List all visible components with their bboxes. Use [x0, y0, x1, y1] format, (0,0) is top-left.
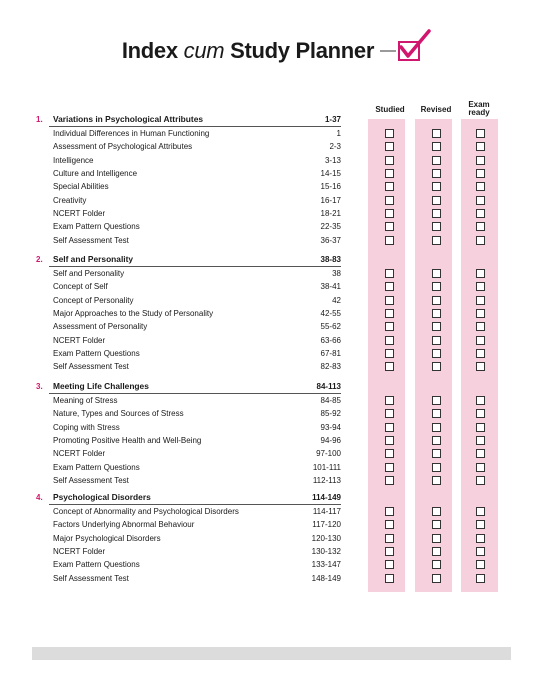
table-row	[0, 220, 542, 233]
table-row	[0, 307, 542, 320]
topic-pages: 67-81	[320, 349, 341, 359]
studied-checkbox[interactable]	[385, 362, 394, 371]
table-row	[0, 294, 542, 307]
title-dash	[380, 50, 396, 52]
studied-checkbox[interactable]	[385, 409, 394, 418]
exam-ready-checkbox[interactable]	[476, 322, 485, 331]
exam-ready-checkbox[interactable]	[476, 547, 485, 556]
topic-label: Exam Pattern Questions	[53, 222, 140, 232]
revised-checkbox[interactable]	[432, 520, 441, 529]
exam-ready-checkbox[interactable]	[476, 336, 485, 345]
studied-checkbox[interactable]	[385, 396, 394, 405]
topic-pages: 14-15	[320, 169, 341, 179]
studied-checkbox[interactable]	[385, 236, 394, 245]
revised-checkbox[interactable]	[432, 507, 441, 516]
revised-checkbox[interactable]	[432, 574, 441, 583]
topic-pages: 22-35	[320, 222, 341, 232]
exam-ready-checkbox[interactable]	[476, 409, 485, 418]
topic-pages: 94-96	[320, 436, 341, 446]
chapter-title: Self and Personality	[53, 254, 134, 264]
table-row	[0, 360, 542, 373]
topic-label: Concept of Personality	[53, 295, 134, 305]
exam-ready-checkbox[interactable]	[476, 560, 485, 569]
studied-checkbox[interactable]	[385, 282, 394, 291]
revised-checkbox[interactable]	[432, 129, 441, 138]
topic-pages: 36-37	[320, 235, 341, 245]
studied-checkbox[interactable]	[385, 182, 394, 191]
table-row	[0, 194, 542, 207]
studied-checkbox[interactable]	[385, 142, 394, 151]
exam-ready-checkbox[interactable]	[476, 129, 485, 138]
studied-checkbox[interactable]	[385, 296, 394, 305]
revised-checkbox[interactable]	[432, 269, 441, 278]
studied-checkbox[interactable]	[385, 423, 394, 432]
chapter-row	[0, 253, 542, 266]
chapter-row	[0, 113, 542, 126]
topic-pages: 2-3	[329, 142, 341, 152]
studied-checkbox[interactable]	[385, 322, 394, 331]
revised-checkbox[interactable]	[432, 222, 441, 231]
exam-ready-checkbox[interactable]	[476, 156, 485, 165]
topic-pages: 93-94	[320, 422, 341, 432]
revised-checkbox[interactable]	[432, 396, 441, 405]
table-row	[0, 267, 542, 280]
table-row	[0, 505, 542, 518]
topic-label: Concept of Abnormality and Psychological Disorders	[53, 507, 239, 516]
table-row	[0, 434, 542, 447]
exam-ready-checkbox[interactable]	[476, 476, 485, 485]
title-text: Index cum Study Planner	[121, 38, 375, 63]
topic-label: Major Approaches to the Study of Personality	[53, 309, 214, 319]
table-row	[0, 207, 542, 220]
revised-checkbox[interactable]	[432, 560, 441, 569]
topic-label: Self and Personality	[53, 269, 125, 278]
studied-checkbox[interactable]	[385, 222, 394, 231]
chapter-title: Variations in Psychological Attributes	[53, 114, 204, 124]
exam-ready-checkbox[interactable]	[476, 142, 485, 151]
exam-ready-checkbox[interactable]	[476, 282, 485, 291]
studied-checkbox[interactable]	[385, 560, 394, 569]
table-row	[0, 180, 542, 193]
topic-pages: 38-41	[320, 282, 341, 292]
studied-checkbox[interactable]	[385, 349, 394, 358]
topic-label: Factors Underlying Abnormal Behaviour	[53, 520, 195, 530]
topic-label: Self Assessment Test	[53, 573, 129, 583]
exam-ready-checkbox[interactable]	[476, 520, 485, 529]
chapter-number: 4.	[36, 493, 43, 502]
chapter-pages: 84-113	[316, 382, 341, 391]
topic-pages: 16-17	[320, 195, 341, 205]
revised-checkbox[interactable]	[432, 142, 441, 151]
topic-label: Nature, Types and Sources of Stress	[53, 409, 184, 419]
topic-pages: 18-21	[320, 209, 341, 219]
studied-checkbox[interactable]	[385, 449, 394, 458]
table-row	[0, 421, 542, 434]
table-row	[0, 167, 542, 180]
table-row	[0, 558, 542, 571]
topic-label: Exam Pattern Questions	[53, 560, 140, 570]
chapter-title: Psychological Disorders	[53, 492, 151, 502]
table-row	[0, 572, 542, 585]
table-row	[0, 545, 542, 558]
revised-checkbox[interactable]	[432, 547, 441, 556]
exam-ready-checkbox[interactable]	[476, 449, 485, 458]
revised-checkbox[interactable]	[432, 336, 441, 345]
exam-ready-checkbox[interactable]	[476, 423, 485, 432]
topic-label: Exam Pattern Questions	[53, 462, 140, 472]
exam-ready-checkbox[interactable]	[476, 463, 485, 472]
table-row	[0, 320, 542, 333]
chapter-pages: 1-37	[324, 115, 341, 124]
exam-ready-checkbox[interactable]	[476, 574, 485, 583]
topic-pages: 82-83	[320, 362, 341, 372]
table-row	[0, 394, 542, 407]
topic-pages: 112-113	[312, 476, 341, 486]
topic-label: Promoting Positive Health and Well-Being	[53, 436, 202, 446]
revised-checkbox[interactable]	[432, 423, 441, 432]
revised-checkbox[interactable]	[432, 182, 441, 191]
exam-ready-column-header: Exam ready	[468, 100, 490, 117]
revised-checkbox[interactable]	[432, 296, 441, 305]
exam-ready-checkbox[interactable]	[476, 296, 485, 305]
topic-label: Assessment of Psychological Attributes	[53, 142, 193, 152]
checkmark-box-icon	[398, 41, 420, 61]
topic-label: NCERT Folder	[53, 547, 106, 557]
topic-label: Intelligence	[53, 155, 94, 165]
table-row	[0, 347, 542, 360]
revised-column-header: Revised	[420, 105, 452, 114]
table-row	[0, 474, 542, 487]
revised-checkbox[interactable]	[432, 476, 441, 485]
studied-checkbox[interactable]	[385, 547, 394, 556]
exam-ready-checkbox[interactable]	[476, 534, 485, 543]
chapter-number: 2.	[36, 255, 43, 264]
topic-label: NCERT Folder	[53, 449, 106, 459]
topic-pages: 133-147	[311, 560, 341, 570]
studied-checkbox[interactable]	[385, 156, 394, 165]
revised-checkbox[interactable]	[432, 209, 441, 218]
studied-checkbox[interactable]	[385, 196, 394, 205]
topic-pages: 42-55	[320, 309, 341, 319]
studied-checkbox[interactable]	[385, 436, 394, 445]
revised-checkbox[interactable]	[432, 449, 441, 458]
topic-pages: 42	[332, 295, 341, 305]
topic-pages: 114-117	[312, 507, 341, 516]
revised-checkbox[interactable]	[432, 362, 441, 371]
exam-ready-checkbox[interactable]	[476, 209, 485, 218]
studied-checkbox[interactable]	[385, 129, 394, 138]
table-row	[0, 532, 542, 545]
exam-ready-checkbox[interactable]	[476, 362, 485, 371]
topic-label: Creativity	[53, 195, 87, 205]
studied-checkbox[interactable]	[385, 269, 394, 278]
revised-checkbox[interactable]	[432, 156, 441, 165]
topic-label: Individual Differences in Human Functioning	[53, 129, 210, 138]
topic-pages: 1	[336, 129, 341, 138]
table-row	[0, 234, 542, 247]
topic-pages: 97-100	[316, 449, 341, 459]
topic-pages: 63-66	[320, 335, 341, 345]
exam-ready-checkbox[interactable]	[476, 396, 485, 405]
exam-ready-checkbox[interactable]	[476, 196, 485, 205]
studied-checkbox[interactable]	[385, 574, 394, 583]
exam-ready-checkbox[interactable]	[476, 236, 485, 245]
topic-label: Self Assessment Test	[53, 476, 129, 486]
exam-ready-checkbox[interactable]	[476, 269, 485, 278]
studied-checkbox[interactable]	[385, 169, 394, 178]
revised-checkbox[interactable]	[432, 436, 441, 445]
revised-checkbox[interactable]	[432, 534, 441, 543]
revised-checkbox[interactable]	[432, 463, 441, 472]
topic-pages: 15-16	[320, 182, 341, 192]
revised-checkbox[interactable]	[432, 169, 441, 178]
table-row	[0, 154, 542, 167]
table-row	[0, 280, 542, 293]
topic-label: Major Psychological Disorders	[53, 533, 161, 543]
chapter-number: 3.	[36, 382, 43, 391]
topic-pages: 38	[332, 269, 341, 278]
revised-checkbox[interactable]	[432, 322, 441, 331]
exam-ready-checkbox[interactable]	[476, 349, 485, 358]
revised-checkbox[interactable]	[432, 282, 441, 291]
studied-checkbox[interactable]	[385, 309, 394, 318]
table-row	[0, 407, 542, 420]
exam-ready-checkbox[interactable]	[476, 436, 485, 445]
studied-column-header: Studied	[375, 105, 405, 114]
exam-ready-checkbox[interactable]	[476, 182, 485, 191]
topic-pages: 148-149	[311, 573, 341, 583]
topic-label: Assessment of Personality	[53, 322, 148, 332]
topic-label: Special Abilities	[53, 182, 109, 192]
table-row	[0, 518, 542, 531]
topic-label: Culture and Intelligence	[53, 169, 138, 179]
chapter-pages: 114-149	[312, 493, 341, 502]
topic-pages: 85-92	[320, 409, 341, 419]
footer-bar	[32, 647, 511, 660]
revised-checkbox[interactable]	[432, 196, 441, 205]
topic-label: NCERT Folder	[53, 209, 106, 219]
topic-label: Self Assessment Test	[53, 362, 129, 372]
topic-pages: 101-111	[312, 462, 341, 472]
revised-checkbox[interactable]	[432, 349, 441, 358]
topic-label: Self Assessment Test	[53, 235, 129, 245]
topic-pages: 130-132	[311, 547, 341, 557]
topic-pages: 55-62	[320, 322, 341, 332]
chapter-row	[0, 491, 542, 504]
chapter-title: Meeting Life Challenges	[53, 381, 149, 391]
revised-checkbox[interactable]	[432, 309, 441, 318]
topic-label: Coping with Stress	[53, 422, 120, 432]
studied-checkbox[interactable]	[385, 507, 394, 516]
revised-checkbox[interactable]	[432, 236, 441, 245]
topic-label: NCERT Folder	[53, 335, 106, 345]
table-row	[0, 127, 542, 140]
chapter-row	[0, 380, 542, 393]
topic-pages: 120-130	[311, 533, 341, 543]
exam-ready-checkbox[interactable]	[476, 169, 485, 178]
table-row	[0, 140, 542, 153]
exam-ready-checkbox[interactable]	[476, 222, 485, 231]
studied-checkbox[interactable]	[385, 463, 394, 472]
topic-pages: 117-120	[312, 520, 341, 530]
page-title	[0, 38, 542, 64]
exam-ready-checkbox[interactable]	[476, 507, 485, 516]
table-row	[0, 461, 542, 474]
exam-ready-checkbox[interactable]	[476, 309, 485, 318]
studied-checkbox[interactable]	[385, 534, 394, 543]
studied-checkbox[interactable]	[385, 476, 394, 485]
studied-checkbox[interactable]	[385, 336, 394, 345]
chapter-number: 1.	[36, 115, 43, 124]
revised-checkbox[interactable]	[432, 409, 441, 418]
topic-pages: 3-13	[324, 155, 341, 165]
topic-label: Meaning of Stress	[53, 396, 118, 405]
chapter-pages: 38-83	[320, 255, 341, 264]
table-row	[0, 447, 542, 460]
topic-label: Concept of Self	[53, 282, 108, 292]
studied-checkbox[interactable]	[385, 209, 394, 218]
topic-label: Exam Pattern Questions	[53, 349, 140, 359]
studied-checkbox[interactable]	[385, 520, 394, 529]
topic-pages: 84-85	[320, 396, 341, 405]
table-row	[0, 334, 542, 347]
